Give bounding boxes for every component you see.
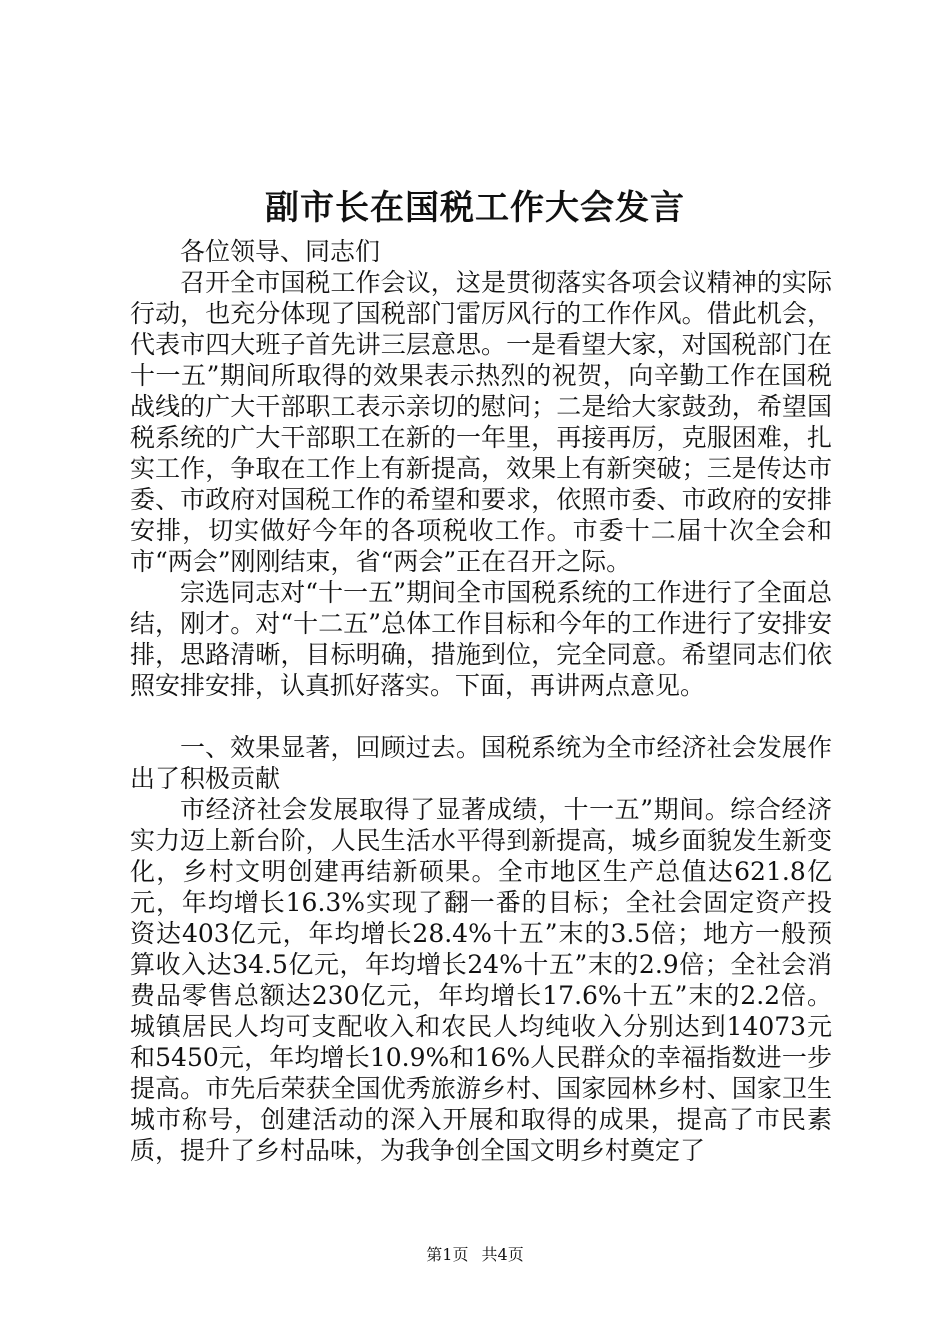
page-number-current: 第1页 bbox=[426, 1245, 469, 1264]
document-title: 副市长在国税工作大会发言 bbox=[265, 188, 685, 228]
document-body bbox=[130, 236, 832, 1166]
paragraph-salutation: 各位领导、同志们 bbox=[180, 237, 381, 266]
paragraph-achievements: 市经济社会发展取得了显著成绩，十一五”期间。综合经济实力迈上新台阶，人民生活水平得到新提高，城乡面貌发生新变化，乡村文明创建再结新硕果。全市地区生产总值达621.8亿元，年均增长16.3%实现了翻一番的目标；全社会固定资产投资达403亿元，年均增长28.4%十五”末的3.5倍；地方一般预算收入达34.5亿元，年均增长24%十五”末的2.9倍；全社会消费品零售总额达230亿元，年均增长17.6%十五”末的2.2倍。城镇居民人均可支配收入和农民人均纯收入分别达到14073元和5450元，年均增长10.9%和16%人民群众的幸福指数进一步提高。市先后荣获全国优秀旅游乡村、国家园林乡村、国家卫生城市称号，创建活动的深入开展和取得的成果，提高了市民素质，提升了乡村品味，为我争创全国文明乡村奠定了 bbox=[130, 795, 832, 1165]
paragraph-opening: 召开全市国税工作会议，这是贯彻落实各项会议精神的实际行动，也充分体现了国税部门雷厉风行的工作作风。借此机会，代表市四大班子首先讲三层意思。一是看望大家，对国税部门在十一五”期间所取得的效果表示热烈的祝贺，向辛勤工作在国税战线的广大干部职工表示亲切的慰问；二是给大家鼓劲，希望国税系统的广大干部职工在新的一年里，再接再厉，克服困难，扎实工作，争取在工作上有新提高，效果上有新突破；三是传达市委、市政府对国税工作的希望和要求，依照市委、市政府的安排安排，切实做好今年的各项税收工作。市委十二届十次全会和市“两会”刚刚结束，省“两会”正在召开之际。 bbox=[130, 268, 832, 576]
page-number-total: 共4页 bbox=[481, 1245, 524, 1264]
paragraph-summary: 宗选同志对“十一五”期间全市国税系统的工作进行了全面总结，刚才。对“十二五”总体工作目标和今年的工作进行了安排安排，思路清晰，目标明确，措施到位，完全同意。希望同志们依照安排安排，认真抓好落实。下面，再讲两点意见。 bbox=[130, 578, 832, 700]
section-heading-one: 一、效果显著，回顾过去。国税系统为全市经济社会发展作出了积极贡献 bbox=[130, 733, 832, 793]
page-footer bbox=[0, 1244, 950, 1266]
